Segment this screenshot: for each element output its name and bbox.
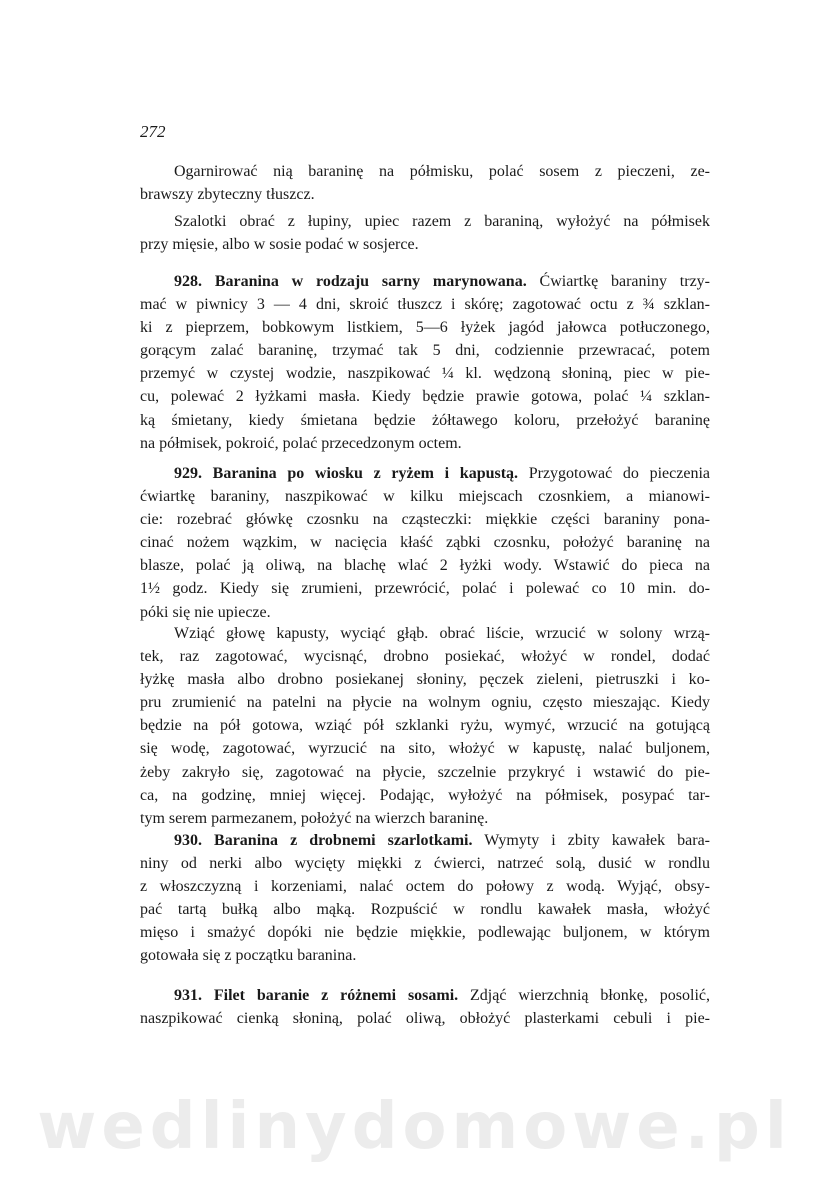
text-line: gotowała się z początku baranina. xyxy=(140,947,357,965)
watermark: wedlinydomowe.pl xyxy=(37,1090,792,1164)
text-line: przemyć w czystej wodzie, naszpikować ¼ kl. wędzoną słoniną, piec w pie- xyxy=(140,365,710,383)
page-number: 272 xyxy=(140,122,166,141)
recipe-931 xyxy=(140,984,710,1030)
recipe-first-line xyxy=(140,984,710,1007)
text-line: cu, polewać 2 łyżkami masła. Kiedy będzie prawie gotowa, polać ¼ szklan- xyxy=(140,388,710,406)
recipe-929 xyxy=(140,462,710,624)
text-line: 1½ godz. Kiedy się zrumieni, przewrócić, polać i polewać co 10 min. do- xyxy=(140,580,710,598)
text-line: pać tartą bułką albo mąką. Rozpuścić w rondlu kawałek masła, włożyć xyxy=(140,901,710,919)
text-line: póki się nie upiecze. xyxy=(140,603,271,621)
recipe-text: Ćwiartkę baraniny trzy- xyxy=(526,273,711,290)
recipe-928 xyxy=(140,270,710,455)
recipe-text: Zdjąć wierzchnią błonkę, posolić, xyxy=(458,987,710,1004)
text-line: gorącym zalać baraninę, trzymać tak 5 dni, codziennie przewracać, potem xyxy=(140,342,710,360)
text-line: Wziąć głowę kapusty, wyciąć głąb. obrać liście, wrzucić w solony wrzą- xyxy=(174,625,710,642)
intro-paragraph-2 xyxy=(140,210,710,256)
text-line: żeby zakryło się, zagotować na płycie, szczelnie przykryć i wstawić do pie- xyxy=(140,763,710,781)
intro-paragraph-1 xyxy=(140,160,710,206)
recipe-title: 930. Baranina z drobnemi szarlotkami. xyxy=(174,832,473,849)
recipe-first-line xyxy=(140,829,710,852)
recipe-first-line xyxy=(140,462,710,485)
text-line: ką śmietany, kiedy śmietana będzie żółtawego koloru, przełożyć baraninę xyxy=(140,411,710,429)
text-line: będzie na pół gotowa, wziąć pół szklanki ryżu, wymyć, wrzucić na gotującą xyxy=(140,717,710,735)
text-line: się wodę, zagotować, wyrzucić na sito, włożyć w kapustę, nalać buljonem, xyxy=(140,740,710,758)
text-line: cinać nożem wązkim, w nacięcia kłaść ząbki czosnku, położyć baraninę na xyxy=(140,534,710,552)
text-line: cie: rozebrać główkę czosnku na cząsteczki: miękkie części baraniny pona- xyxy=(140,511,710,529)
text-line: na półmisek, pokroić, polać przecedzonym octem. xyxy=(140,434,462,452)
text-line: tym serem parmezanem, położyć na wierzch baraninę. xyxy=(140,809,489,827)
text-line: naszpikować cienką słoniną, polać oliwą, obłożyć plasterkami cebuli i pie- xyxy=(140,1010,710,1028)
text-line: tek, raz zagotować, wycisnąć, drobno posiekać, włożyć w rondel, dodać xyxy=(140,648,710,666)
recipe-first-line xyxy=(140,270,710,293)
text-line: ki z pieprzem, bobkowym listkiem, 5—6 łyżek jagód jałowca potłuczonego, xyxy=(140,319,710,337)
text-line: mać w piwnicy 3 — 4 dni, skroić tłuszcz i skórę; zagotować octu z ¾ szklan- xyxy=(140,296,710,314)
text-line: mięso i smażyć dopóki nie będzie miękkie, podlewając buljonem, w którym xyxy=(140,924,710,942)
text-line: niny od nerki albo wycięty miękki z ćwierci, natrzeć solą, dusić w rondlu xyxy=(140,855,710,873)
recipe-930 xyxy=(140,829,710,968)
text-line: ca, na godzinę, mniej więcej. Podając, wyłożyć na półmisek, posypać tar- xyxy=(140,786,710,804)
recipe-title: 929. Baranina po wiosku z ryżem i kapustą. xyxy=(174,465,519,482)
recipe-text: Wymyty i zbity kawałek bara- xyxy=(472,832,710,849)
recipe-text: Przygotować do pieczenia xyxy=(518,465,710,482)
text-line: łyżkę masła albo drobno posiekanej słoniny, pęczek zieleni, pietruszki i ko- xyxy=(140,671,710,689)
text-line: z włoszczyzną i korzeniami, nalać octem do połowy z wodą. Wyjąć, obsy- xyxy=(140,878,710,896)
text-line: Szalotki obrać z łupiny, upiec razem z baraniną, wyłożyć na półmisek xyxy=(174,213,710,230)
text-line: pru zrumienić na patelni na płycie na wolnym ogniu, często mieszając. Kiedy xyxy=(140,694,710,712)
recipe-929-paragraph-2 xyxy=(140,622,710,830)
text-line: ćwiartkę baraniny, naszpikować w kilku miejscach czosnkiem, a mianowi- xyxy=(140,488,710,506)
text-line: blasze, polać ją oliwą, na blachę wlać 2 łyżki wody. Wstawić do pieca na xyxy=(140,557,710,575)
text-line: przy mięsie, albo w sosie podać w sosjerce. xyxy=(140,236,419,254)
text-line: brawszy zbyteczny tłuszcz. xyxy=(140,186,315,204)
text-line: Ogarnirować nią baraninę na półmisku, polać sosem z pieczeni, ze- xyxy=(174,163,710,180)
recipe-title: 928. Baranina w rodzaju sarny marynowana. xyxy=(174,273,527,290)
recipe-title: 931. Filet baranie z różnemi sosami. xyxy=(174,987,459,1004)
